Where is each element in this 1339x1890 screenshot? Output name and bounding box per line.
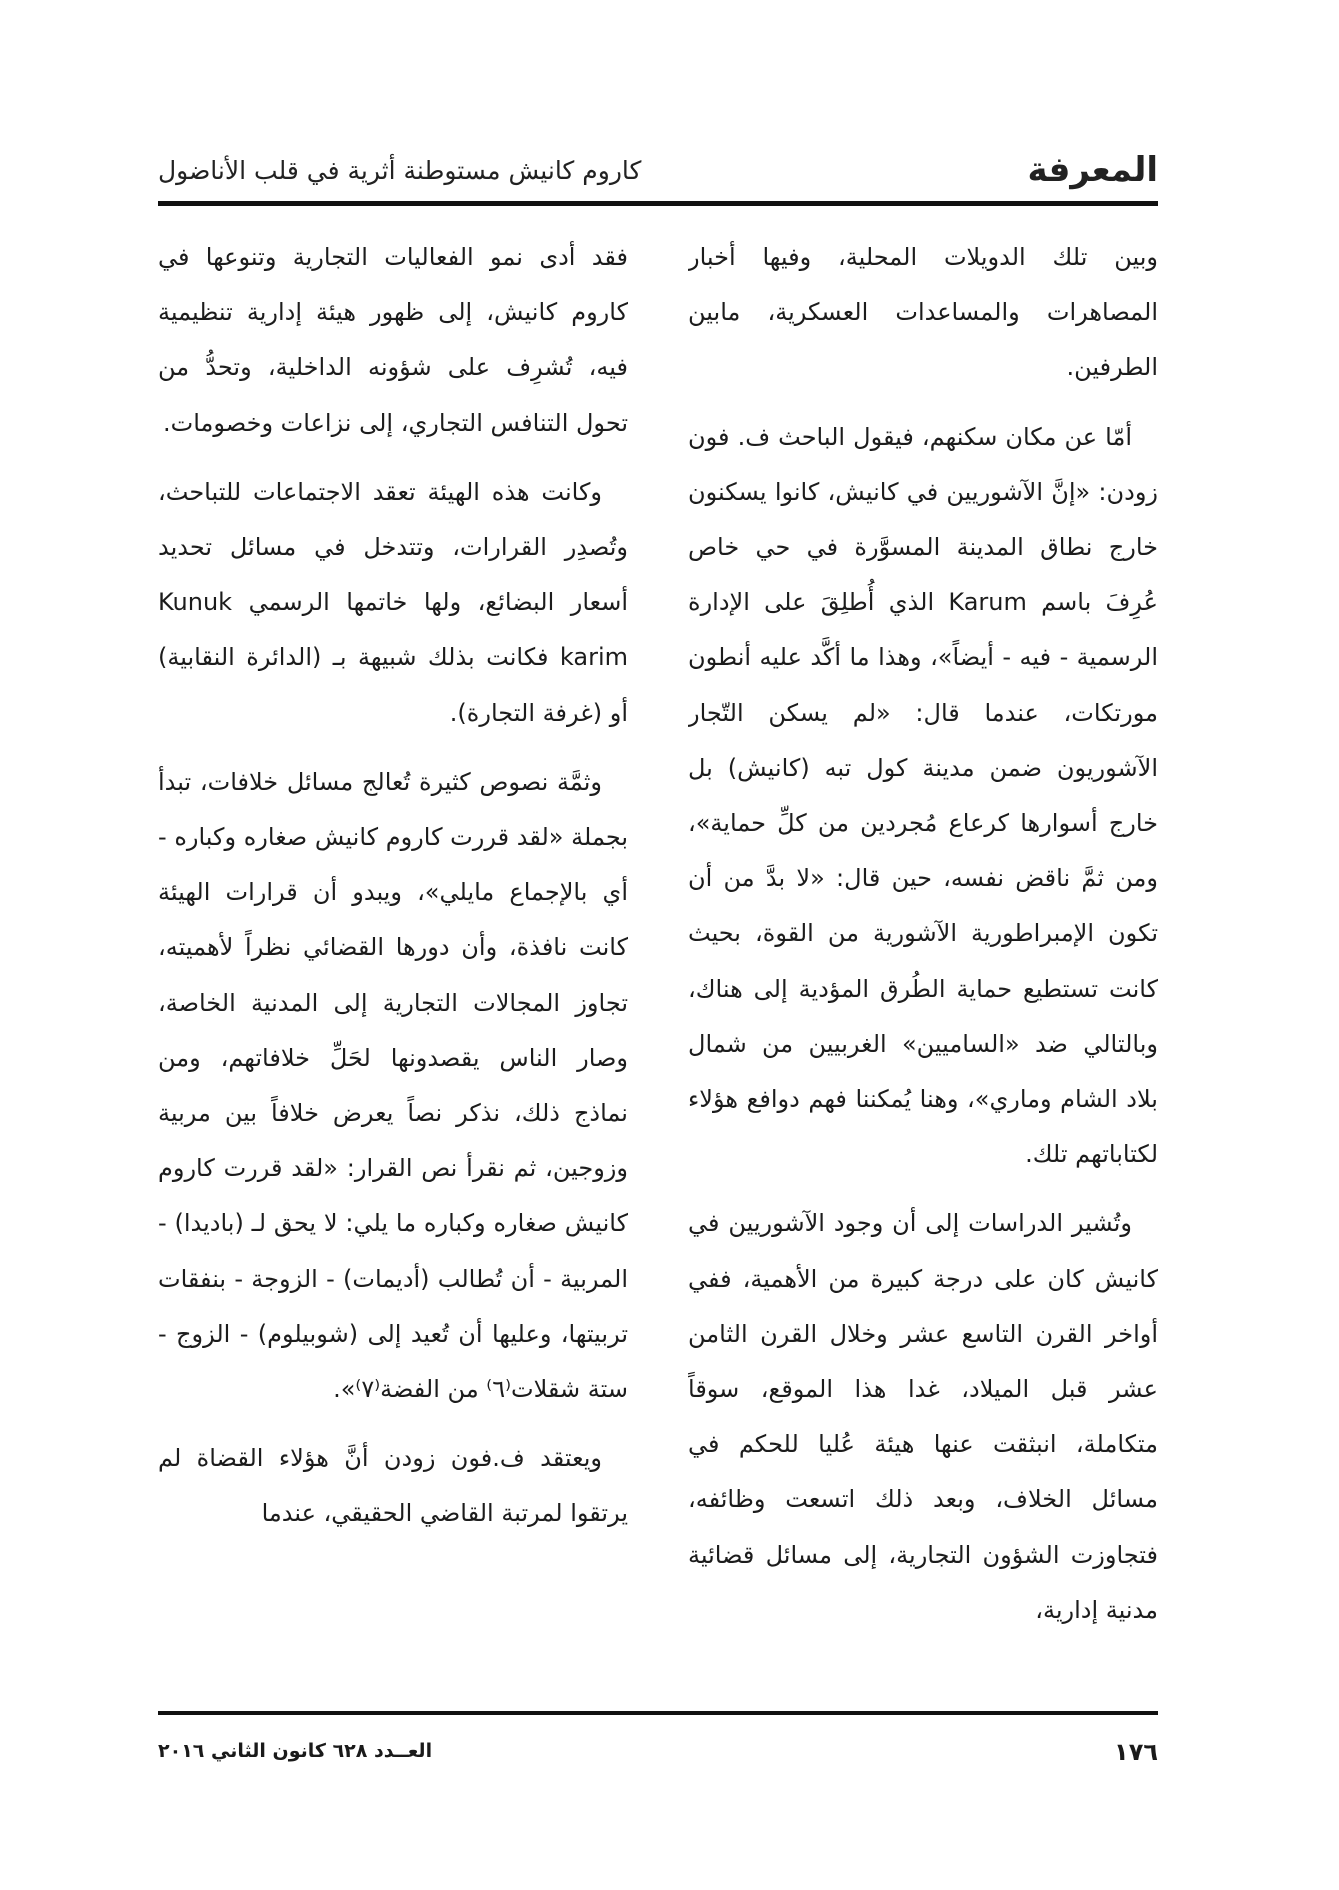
issue-info: العــدد ٦٢٨ كانون الثاني ٢٠١٦ bbox=[158, 1740, 433, 1762]
text-column-left bbox=[158, 230, 628, 1680]
paragraph: وتُشير الدراسات إلى أن وجود الآشوريين في كانيش كان على درجة كبيرة من الأهمية، ففي أواخر القرن التاسع عشر وخلال القرن الثامن عشر قبل الميلاد، غدا هذا الموقع، سوقاً متكاملة، انبثقت عنها هيئة عُليا للحكم في مسائل الخلاف، وبعد ذلك اتسعت وظائفه، فتجاوزت الشؤون التجارية، إلى مسائل قضائية مدنية إدارية، bbox=[688, 1209, 1158, 1624]
text-column-right bbox=[688, 230, 1158, 1680]
paragraph: ويعتقد ف.فون زودن أنَّ هؤلاء القضاة لم يرتقوا لمرتبة القاضي الحقيقي، عندما bbox=[158, 1444, 628, 1528]
paragraph: فقد أدى نمو الفعاليات التجارية وتنوعها في كاروم كانيش، إلى ظهور هيئة إدارية تنظيمية فيه، تُشرِف على شؤونه الداخلية، وتحدُّ من تحول التنافس التجاري، إلى نزاعات وخصومات. bbox=[158, 243, 628, 437]
paragraph: وبين تلك الدويلات المحلية، وفيها أخبار المصاهرات والمساعدات العسكرية، مابين الطرفين. bbox=[688, 243, 1158, 382]
page-number: ١٧٦ bbox=[1114, 1738, 1158, 1766]
paragraph: وكانت هذه الهيئة تعقد الاجتماعات للتباحث، وتُصدِر القرارات، وتتدخل في مسائل تحديد أسعار البضائع، ولها خاتمها الرسمي Kunuk karim فكانت بذلك شبيهة بـ (الدائرة النقابية) أو (غرفة التجارة). bbox=[158, 477, 628, 727]
paragraph: أمّا عن مكان سكنهم، فيقول الباحث ف. فون زودن: «إنَّ الآشوريين في كانيش، كانوا يسكنون خارج نطاق المدينة المسوَّرة في حي خاص عُرِفَ باسم Karum الذي أُطلِقَ على الإدارة الرسمية - فيه - أيضاً»، وهذا ما أكَّد عليه أنطون مورتكات، عندما قال: «لم يسكن التّجار الآشوريون ضمن مدينة كول تبه (كانيش) بل خارج أسوارها كرعاع مُجردين من كلِّ حماية»، ومن ثمَّ ناقض نفسه، حين قال: «لا بدَّ من أن تكون الإمبراطورية الآشورية من القوة، بحيث كانت تستطيع حماية الطُرق المؤدية إلى هناك، وبالتالي ضد «الساميين» الغربيين من شمال بلاد الشام وماري»، وهنا يُمكننا فهم دوافع هؤلاء لكتاباتهم تلك. bbox=[688, 422, 1158, 1169]
footer-divider bbox=[158, 1711, 1158, 1715]
header-divider bbox=[158, 201, 1158, 206]
paragraph: وثمَّة نصوص كثيرة تُعالج مسائل خلافات، تبدأ بجملة «لقد قررت كاروم كانيش صغاره وكباره - أي بالإجماع مايلي»، ويبدو أن قرارات الهيئة كانت نافذة، وأن دورها القضائي نظراً لأهميته، تجاوز المجالات التجارية إلى المدنية الخاصة، وصار الناس يقصدونها لحَلِّ خلافاتهم، ومن نماذج ذلك، نذكر نصاً يعرض خلافاً بين مربية وزوجين، ثم نقرأ نص القرار: «لقد قررت كاروم كانيش صغاره وكباره ما يلي: لا يحق لـ (باديدا) - المربية - أن تُطالب (أديمات) - الزوجة - بنفقات تربيتها، وعليها أن تُعيد إلى (شوبيلوم) - الزوج - ستة شقلات⁽٦⁾ من الفضة⁽٧⁾». bbox=[158, 767, 628, 1404]
running-title: كاروم كانيش مستوطنة أثرية في قلب الأناضول bbox=[158, 156, 642, 185]
magazine-logo: المعرفة bbox=[1027, 150, 1158, 190]
page-header bbox=[158, 150, 1158, 196]
